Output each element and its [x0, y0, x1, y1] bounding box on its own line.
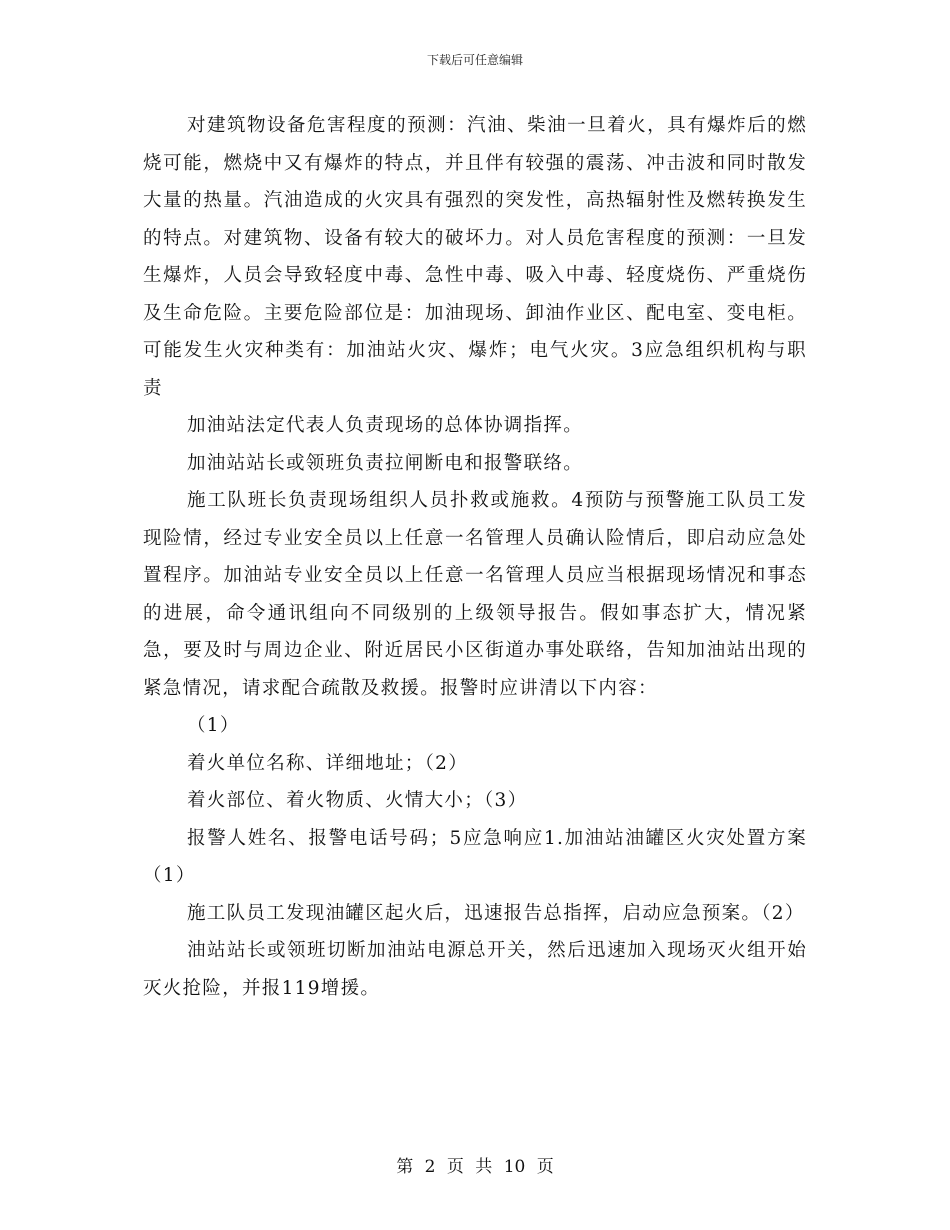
paragraph-tank-fire-report: 施工队员工发现油罐区起火后，迅速报告总指挥，启动应急预案。（2） — [187, 902, 805, 924]
page-footer-page-number: 第 2 页 共 10 页 — [396, 1157, 554, 1177]
paragraph-item-1: （1） — [187, 715, 240, 736]
paragraph-item-fire-unit: 着火单位名称、详细地址；（2） — [187, 752, 469, 774]
paragraph-legal-representative: 加油站法定代表人负责现场的总体协调指挥。 — [187, 415, 584, 436]
paragraph-power-cutoff: 油站站长或领班切断加油站电源总开关，然后迅速加入现场灭火组开始灭火抢险，并报119增援。 — [143, 940, 807, 999]
paragraph-station-manager: 加油站站长或领班负责拉闸断电和报警联络。 — [187, 452, 584, 474]
paragraph-item-reporter: 报警人姓名、报警电话号码；5应急响应1.加油站油罐区火灾处置方案（1） — [143, 827, 807, 886]
page-header-note: 下载后可任意编辑 — [426, 53, 523, 67]
paragraph-item-fire-location: 着火部位、着火物质、火情大小；（3） — [187, 790, 528, 811]
paragraph-hazard-prediction: 对建筑物设备危害程度的预测：汽油、柴油一旦着火，具有爆炸后的燃烧可能，燃烧中又有爆炸的特点，并且伴有较强的震荡、冲击波和同时散发大量的热量。汽油造成的火灾具有强烈的突发性，高热辐射性及燃转换发生的特点。对建筑物、设备有较大的破坏力。对人员危害程度的预测：一旦发生爆炸，人员会导致轻度中毒、急性中毒、吸入中毒、轻度烧伤、严重烧伤及生命危险。主要危险部位是：加油现场、卸油作业区、配电室、变电柜。可能发生火灾种类有：加油站火灾、爆炸；电气火灾。3应急组织机构与职责 — [143, 115, 807, 399]
document-body — [143, 107, 807, 1007]
paragraph-prevention-warning: 施工队班长负责现场组织人员扑救或施救。4预防与预警施工队员工发现险情，经过专业安全员以上任意一名管理人员确认险情后，即启动应急处置程序。加油站专业安全员以上任意一名管理人员应当根据现场情况和事态的进展，命令通讯组向不同级别的上级领导报告。假如事态扩大，情况紧急，要及时与周边企业、附近居民小区街道办事处联络，告知加油站出现的紧急情况，请求配合疏散及救援。报警时应讲清以下内容： — [143, 490, 807, 699]
